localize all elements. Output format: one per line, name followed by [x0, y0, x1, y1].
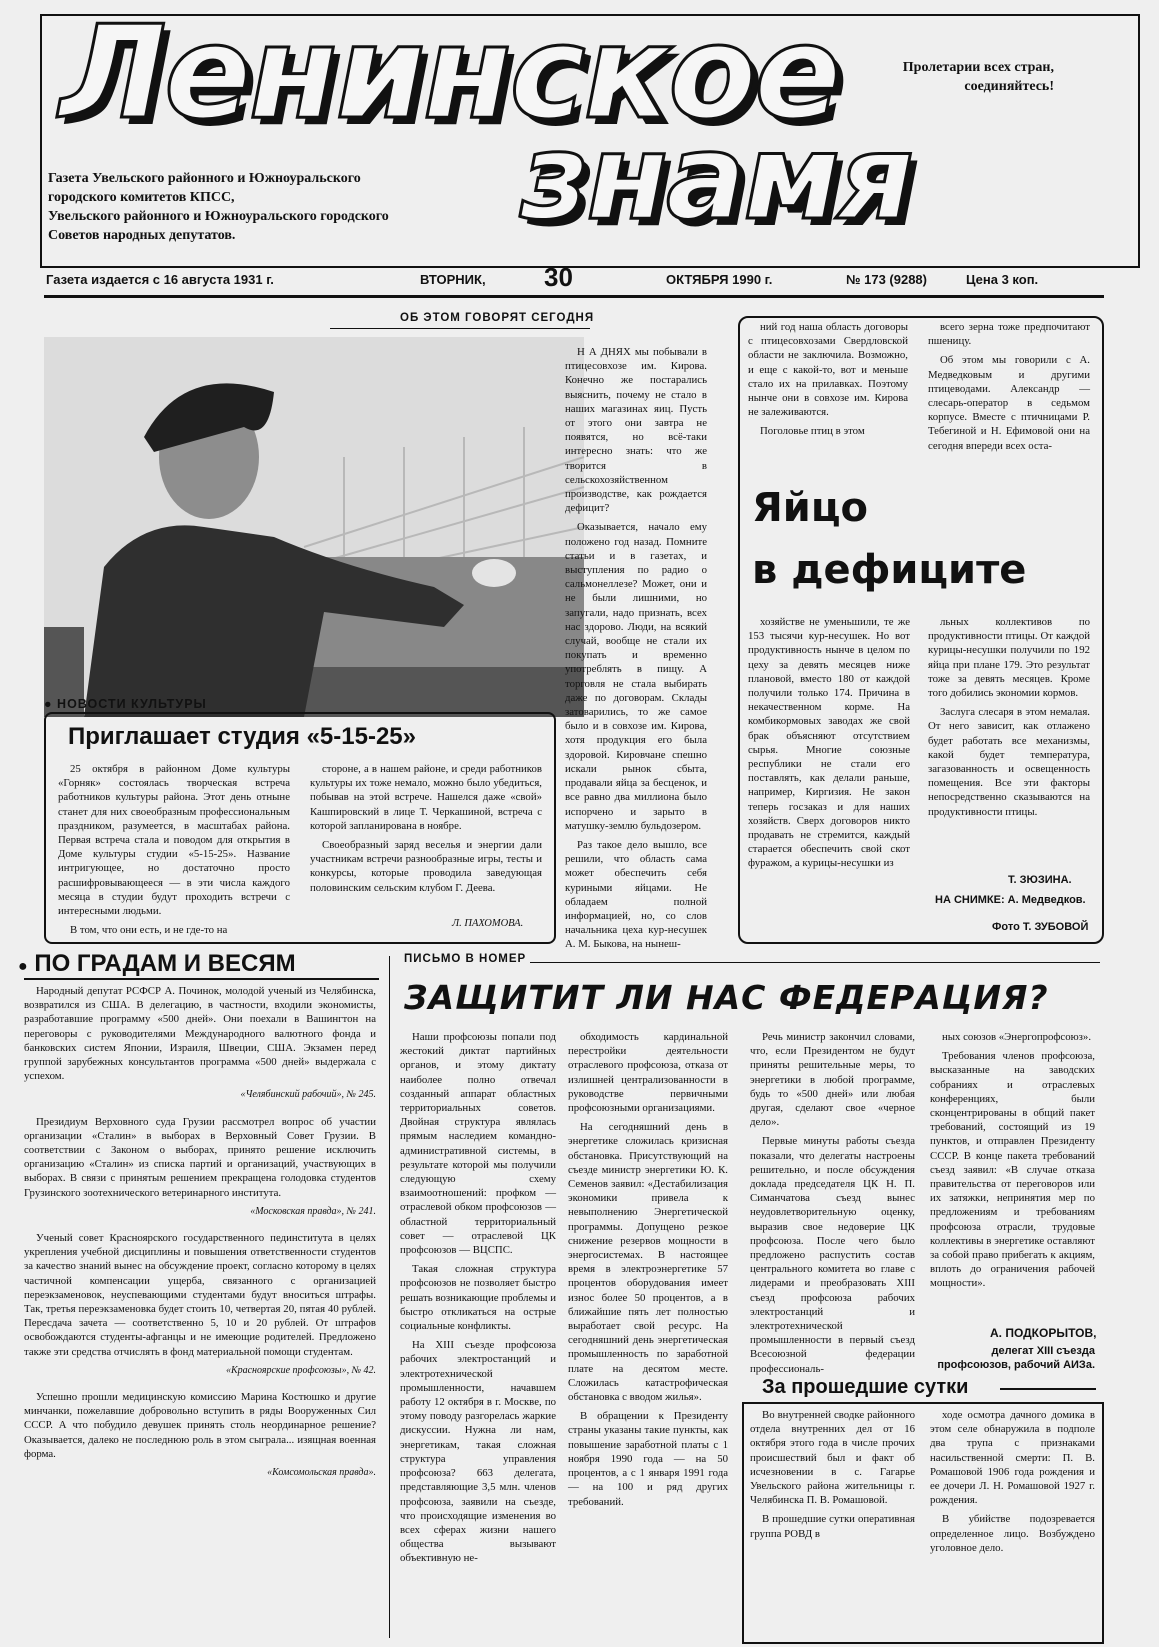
federation-col3-p1: Речь министр закончил словами, что, если Президентом не будут приняты решительные меры, то энергетики в любой программе, будь то «500 дней» или любая другая, сделают свое «черное дело».: [750, 1031, 915, 1129]
grad-rule: [24, 978, 379, 980]
feature-author: Т. ЗЮЗИНА.: [1008, 874, 1072, 886]
masthead-title-line2: знамя: [520, 108, 912, 246]
culture-col1-p1: 25 октября в районном Доме культуры «Горняк» состоялась творческая встреча работников культуры района. Этот день отныне станет для них своеобразным профессиональным праздником, разумеется, в масштабах района. Первая встреча стала и поводом для открытия в Доме культуры студии «5-15-25». Название интригующее, но достаточно просто расшифровывающееся — в эти числа каждого месяца в студии будут проходить встречи с интересными людьми.: [58, 763, 290, 918]
culture-label-text: НОВОСТИ КУЛЬТУРЫ: [57, 697, 207, 711]
feature-col3b-p2: Заслуга слесаря в этом немалая. От него зависит, как отлажено будет работать все механизмы, какой будет температура, загазованность и освещенность помещения. Все эти факторы непосредственно сказываются на продуктивности птицы.: [928, 706, 1090, 818]
photo-illustration: [44, 337, 584, 717]
feature-col2-p1: ний год наша область договоры с птицесовхозами Свердловской области не заключила. Возможно, и еще с какой-то, вот и меньше стало их на прилавках. Поэтому нынче они в совхозе им. Кирова не залеживаются.: [748, 321, 908, 419]
feature-section-label: ОБ ЭТОМ ГОВОРЯТ СЕГОДНЯ: [400, 312, 595, 324]
grad-section-label: [18, 950, 296, 981]
grad-divider: [389, 956, 390, 1638]
grad-item4-text: Успешно прошли медицинскую комиссию Марина Костюшко и другие минчанки, пожелавшие добровольно вступить в ряды Вооруженных Сил СССР. А что побудило девушек принять столь неординарное решение? Оказывается, далеко не последнюю роль в этом сыграла... изящная военная форма.: [24, 1391, 376, 1460]
feature-label-rule: [330, 328, 590, 329]
federation-col2-p1: обходимость кардинальной перестройки деятельности отраслевого профсоюза, отказа от излишней централизованности в руководстве первичными профсоюзными организациями.: [568, 1031, 728, 1115]
dateline-weekday: ВТОРНИК,: [420, 272, 486, 287]
culture-col1-p2: В том, что они есть, и не где-то на: [70, 924, 228, 937]
federation-col4-p1: ных союзов «Энергопрофсоюз».: [942, 1031, 1092, 1043]
publisher-line4: Советов народных депутатов.: [48, 228, 236, 243]
feature-headline-line2: в дефиците: [752, 547, 1027, 593]
masthead-publisher: [48, 169, 488, 245]
grad-label-text: ПО ГРАДАМ И ВЕСЯМ: [34, 950, 296, 977]
grad-item1-source: «Челябинский рабочий», № 245.: [240, 1089, 376, 1101]
feature-col2-top: [748, 320, 908, 472]
feature-col1: [565, 345, 707, 951]
feature-col1-p2: Оказывается, начало ему положено год назад. Помните статьи и в газетах, и выступления по радио о сальмонеллезе? Может, они и не были лишними, но запугали, надо признать, всех нас здорово. Люди, на всякий случай, вообще не стали их покупать и временно употреблять в пищу. А торговля не стала выбирать даже по договорам. Склады затоварились, то же самое было и в совхозе им. Кирова, хотя продукция его была здоровой. Кировчане спешно искали рынок сбыта, продавали яйца за бесценок, и все равно два миллиона было испорчено и зарыто в матушку-землю бульдозером.: [565, 521, 707, 832]
feature-col3-p1: всего зерна тоже предпочитают пшеницу.: [928, 321, 1090, 348]
federation-col1: [400, 1030, 556, 1640]
feature-col3-p2: Об этом мы говорили с А. Медведковым и другими птицеводами. Александр — слесарь-оператор в седьмом корпусе. Вместе с птичницами Р. Тебегиной и Н. Ефимовой они на сегодня впереди всех оста-: [928, 354, 1090, 452]
federation-col1-p2: Такая сложная структура профсоюзов не позволяет быстро решать возникающие проблемы и быстро откликаться на острые социальные конфликты.: [400, 1263, 556, 1333]
dateline-month-year: ОКТЯБРЯ 1990 г.: [666, 272, 773, 287]
federation-headline: ЗАЩИТИТ ЛИ НАС ФЕДЕРАЦИЯ?: [404, 978, 1049, 1017]
culture-col2-p2: Своеобразный заряд веселья и энергии дали участникам встречи разнообразные игры, тесты и конкурсы, которые проводила заведующая половинским сельским клубом Г. Деева.: [310, 839, 542, 894]
feature-col2b-p1: хозяйстве не уменьшили, те же 153 тысячи кур-несушек. Но вот продуктивность нынче в целом по цеху за девять месяцев ниже плановой, вместо 180 от каждой получили только 174. Причина в некачественном корме. На комбикормовых заводах же свой брак объясняют отсутствием сырья. Многие союзные республики не стали его поставлять, как делали раньше, например, Киргизия. Не закон теперь госзаказ и для наших хозяйств. Сверх договоров никто продавать не стремится, каждый старается обеспечить свой скот фуражом, а курицы-несушки из: [748, 616, 910, 870]
federation-col3-p2: Первые минуты работы съезда показали, что делегаты настроены решительно, и после обсуждения доклада председателя ЦК Н. П. Симанчатова съезд вынес неудовлетворительную оценку, выразив свое недоверие ЦК профсоюза. После чего было предложено распустить состав центрального комитета во главе с лидерами и преобразовать XIII съезд профсоюза рабочих электростанций и электротехнической промышленности в первый съезд Всесоюзной федерации профессиональ-: [750, 1135, 915, 1375]
masthead-motto: [860, 56, 1056, 98]
masthead-title-line1: Ленинское: [60, 0, 840, 148]
feature-col2-p2: Поголовье птиц в этом: [760, 425, 865, 438]
federation-col3: [750, 1030, 915, 1375]
grad-item4-source: «Комсомольская правда».: [267, 1467, 376, 1479]
feature-col1-p3: Раз такое дело вышло, все решили, что область сама может обеспечить себя куриными яйцами. Не обладаем полной информацией, но, со слов начальника цеха кур-несушек А. М. Быкова, на нынеш-: [565, 838, 707, 951]
dateline-rule: [44, 295, 1104, 298]
federation-col2: [568, 1030, 728, 1640]
federation-col1-p3: На XIII съезде профсоюза рабочих электростанций и электротехнической промышленности, начавшем работу 12 октября в г. Москве, по этому поводу разгорелась жаркие дискуссии. Нужна ли нам, энергетикам, такая сложная структура управления профсоюза? 663 делегата, представляющие 3,5 млн. членов профсоюза, заявили на съезде, что происходящие изменения во всех сферах жизни нашего общества вызывают объективную не-: [400, 1339, 556, 1565]
federation-section-label: ПИСЬМО В НОМЕР: [404, 953, 527, 965]
culture-bullet-icon: ●: [44, 697, 53, 711]
federation-label-rule: [530, 962, 1100, 963]
federation-col2-p2: На сегодняшний день в энергетике сложилась кризисная обстановка. Присутствующий на съезде министр энергетики Ю. К. Семенов заявил: «Дестабилизация экономики привела к невыполнению Энергетической программы. Допущено резкое снижение резервов мощности в энергосистемах. В настоящее время в электроэнергетике 57 процентов оборудования имеет износ более 50 процентов, а в ближайшие пять лет полностью выработает свой ресурс. На сегодняшний день энергетическая промышленность по заработной плате на десятом месте. Сложилась катастрофическая обстановка с вводом жилья».: [568, 1121, 728, 1404]
culture-author: Л. ПАХОМОВА.: [452, 918, 524, 929]
culture-section-label: [44, 697, 207, 711]
dateline-price: Цена 3 коп.: [966, 272, 1039, 287]
day-headline-rule: [1000, 1388, 1096, 1390]
publisher-line1: Газета Увельского районного и Южноуральского: [48, 171, 361, 186]
culture-col1: [58, 762, 290, 937]
day-col1: [750, 1408, 915, 1636]
day-col2-p2: В убийстве подозревается определенное лицо. Возбуждено уголовное дело.: [930, 1513, 1095, 1554]
feature-col3-bottom: [928, 615, 1090, 865]
feature-col3b-p1: льных коллективов по продуктивности птицы. От каждой курицы-несушки получили по 192 яйца при плане 179. Это результат тоже за девять месяцев. Кроме того добились экономии кормов.: [928, 616, 1090, 700]
day-col2: [930, 1408, 1095, 1636]
grad-column: [24, 984, 376, 1634]
culture-col2-p1: стороне, а в нашем районе, и среди работников культуры их тоже немало, можно было убедиться, побывав на этой встрече. Нашелся даже «свой» Кашпировский в лице Т. Черкашиной, встреча с которой запланирована в ноябре.: [310, 763, 542, 832]
culture-headline: Приглашает студия «5-15-25»: [68, 723, 416, 750]
day-col1-p2: В прошедшие сутки оперативная группа РОВД в: [750, 1513, 915, 1540]
federation-col2-p3: В обращении к Президенту страны указаны такие пункты, как повышение заработной платы с 1 ноября 1990 года — на 50 процентов, а с 1 января 1991 года — на 100 и ряд других требований.: [568, 1410, 728, 1508]
feature-col1-p1: Н А ДНЯХ мы побывали в птицесовхозе им. Кирова. Конечно же постарались выяснить, почему не стало в наших магазинах яиц. Пусть от этого они завтра не появятся, но всё-таки интересно знать: что же творится в сельскохозяйственном производстве, как рождается дефицит?: [565, 346, 707, 515]
motto-line1: Пролетарии всех стран,: [902, 60, 1054, 75]
federation-col4: [930, 1030, 1095, 1320]
dateline-issue: № 173 (9288): [846, 272, 927, 287]
grad-item3-text: Ученый совет Красноярского государственного пединститута в целях укрепления учебной дисциплины и повышения ответственности студентов за качество знаний вынес на обсуждение проект, согласно которому в целях частичной компенсации ущерба, связанного с организацией переэкзаменовок, неуспевающими студентами будут вноситься штрафы. Так, третья переэкзаменовка будет стоить 10, четвертая 20, пятая 40 рублей. Пересдача зачета — соответственно 5, 10 и 20 рублей. От штрафов освобождаются студенты-афганцы и не имеющие родителей. Предложено также эти средства отчислять в фонд материальной помощи студентам.: [24, 1232, 376, 1358]
feature-col2-bottom: [748, 615, 910, 915]
day-headline: За прошедшие сутки: [762, 1376, 969, 1398]
grad-bullet-icon: ●: [18, 958, 28, 975]
feature-photo-caption: НА СНИМКЕ: А. Медведков.: [935, 894, 1086, 906]
federation-author: А. ПОДКОРЫТОВ,: [990, 1326, 1097, 1340]
federation-author-title: делегат XIII съезда профсоюзов, рабочий АИЗа.: [937, 1345, 1095, 1371]
grad-item2-source: «Московская правда», № 241.: [250, 1205, 376, 1217]
grad-item3-source: «Красноярские профсоюзы», № 42.: [225, 1364, 376, 1376]
grad-item2-text: Президиум Верховного суда Грузии рассмотрел вопрос об участии организации «Сталин» в выборах в Верховный Совет Грузии. В соответствии с Законом о выборах, принято решение исключить организацию «Сталин» из списка партий и организаций, участвующих в выборах. В связи с принятым решением прекращена голодовка студентов Грузинского зоотехнического ветеринарного института.: [24, 1115, 376, 1199]
feature-col3-top: [928, 320, 1090, 472]
publisher-line3: Увельского районного и Южноуральского городского: [48, 209, 389, 224]
feature-headline-line1: Яйцо: [752, 485, 868, 531]
publisher-line2: городского комитетов КПСС,: [48, 190, 235, 205]
motto-line2: соединяйтесь!: [964, 79, 1054, 94]
culture-col2: [310, 762, 542, 912]
day-col1-p1: Во внутренней сводке районного отдела внутренних дел от 16 октября этого года в числе прочих происшествий был и факт об исчезновении в с. Гагарье Увельского района жительницы г. Челябинска П. В. Ромашовой.: [750, 1409, 915, 1507]
dateline-day: 30: [544, 262, 573, 292]
federation-col1-p1: Наши профсоюзы попали под жестокий диктат партийных органов, и этому диктату наиболее полно отвечал созданный аппарат областных территориальных советов. Двойная структура являлась прямым наследием командно-административной системы, в результате которой мы получили следующую схему взаимоотношений: профком — отраслевой обком профсоюзов — областной территориальный совет — отраслевой ЦК профсоюзов — ВЦСПС.: [400, 1031, 556, 1257]
day-col2-p1: ходе осмотра дачного домика в этом селе обнаружила в подполе два трупа с признаками насильственной смерти: П. В. Ромашовой 1906 года рождения и ее дочери Л. Н. Ромашовой 1927 г. рождения.: [930, 1409, 1095, 1507]
grad-item1-text: Народный депутат РСФСР А. Починок, молодой ученый из Челябинска, возвратился из США. В делегацию, в частности, входили экономисты, разработавшие программу «500 дней». Они поехали в Вашингтон на переговоры с руководителями Международного валютного фонда и банковских систем Японии, Израиля, Швеции, США. Экзамен перед группой зарубежных консультантов программа «500 дней» выдержала с успехом.: [24, 985, 376, 1083]
feature-photo-credit: Фото Т. ЗУБОВОЙ: [992, 921, 1089, 933]
dateline-since: Газета издается с 16 августа 1931 г.: [46, 272, 274, 287]
feature-photo: [44, 337, 584, 717]
federation-col4-p2: Требования членов профсоюза, высказанные на заводских собраниях и отраслевых конференциях, были сконцентрированы в общий пакет требований, состоящий из 19 пунктов, и отправлен Президенту СССР. В конце пакета требований съезд заявил: «В случае отказа правительства от переговоров или их затяжки, непринятия мер по предложениям и требованиям профсоюза отрасли, трудовые коллективы в энергетике оставляют за собой право прибегать к акциям, вплоть до ограничения рабочей мощности».: [930, 1050, 1095, 1290]
